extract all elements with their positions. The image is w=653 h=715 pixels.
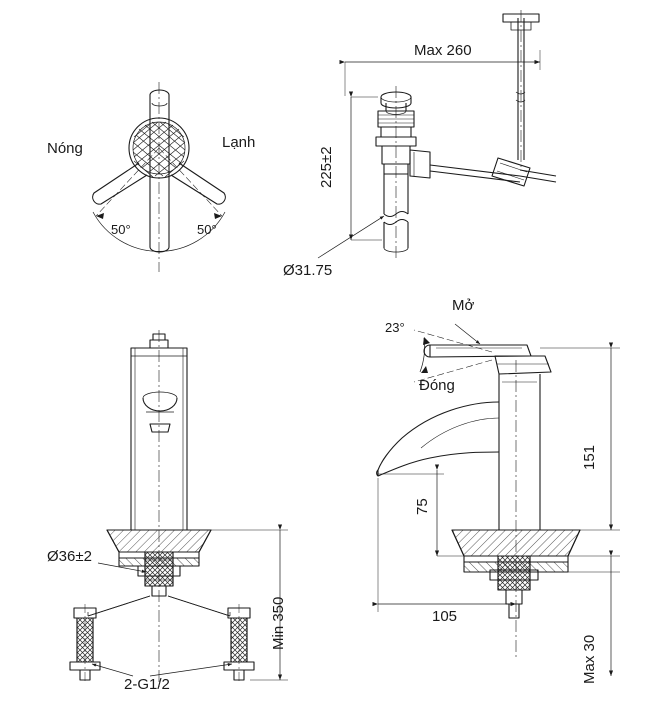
label-max-260: Max 260: [414, 42, 472, 59]
label-height-225: 225±2: [318, 146, 335, 188]
view-top-handle-rotation: [93, 82, 226, 272]
label-min-350: Min 350: [270, 596, 287, 650]
label-open: Mở: [452, 297, 475, 314]
label-cold: Lạnh: [222, 134, 256, 151]
label-diameter-36: Ø36±2: [47, 548, 92, 565]
label-angle-left: 50°: [111, 222, 131, 237]
label-hot: Nóng: [47, 140, 83, 157]
label-max-30: Max 30: [581, 634, 598, 684]
label-diameter-31-75: Ø31.75: [283, 262, 333, 279]
label-angle-right: 50°: [197, 222, 217, 237]
view-front-section: [70, 330, 288, 690]
label-height-151: 151: [581, 444, 598, 470]
label-connection-2-g12: 2-G1/2: [124, 676, 170, 693]
label-lever-angle-23: 23°: [385, 320, 405, 335]
label-close: Đóng: [419, 377, 455, 394]
label-spout-height-75: 75: [414, 498, 431, 515]
label-spout-reach-105: 105: [432, 608, 458, 625]
